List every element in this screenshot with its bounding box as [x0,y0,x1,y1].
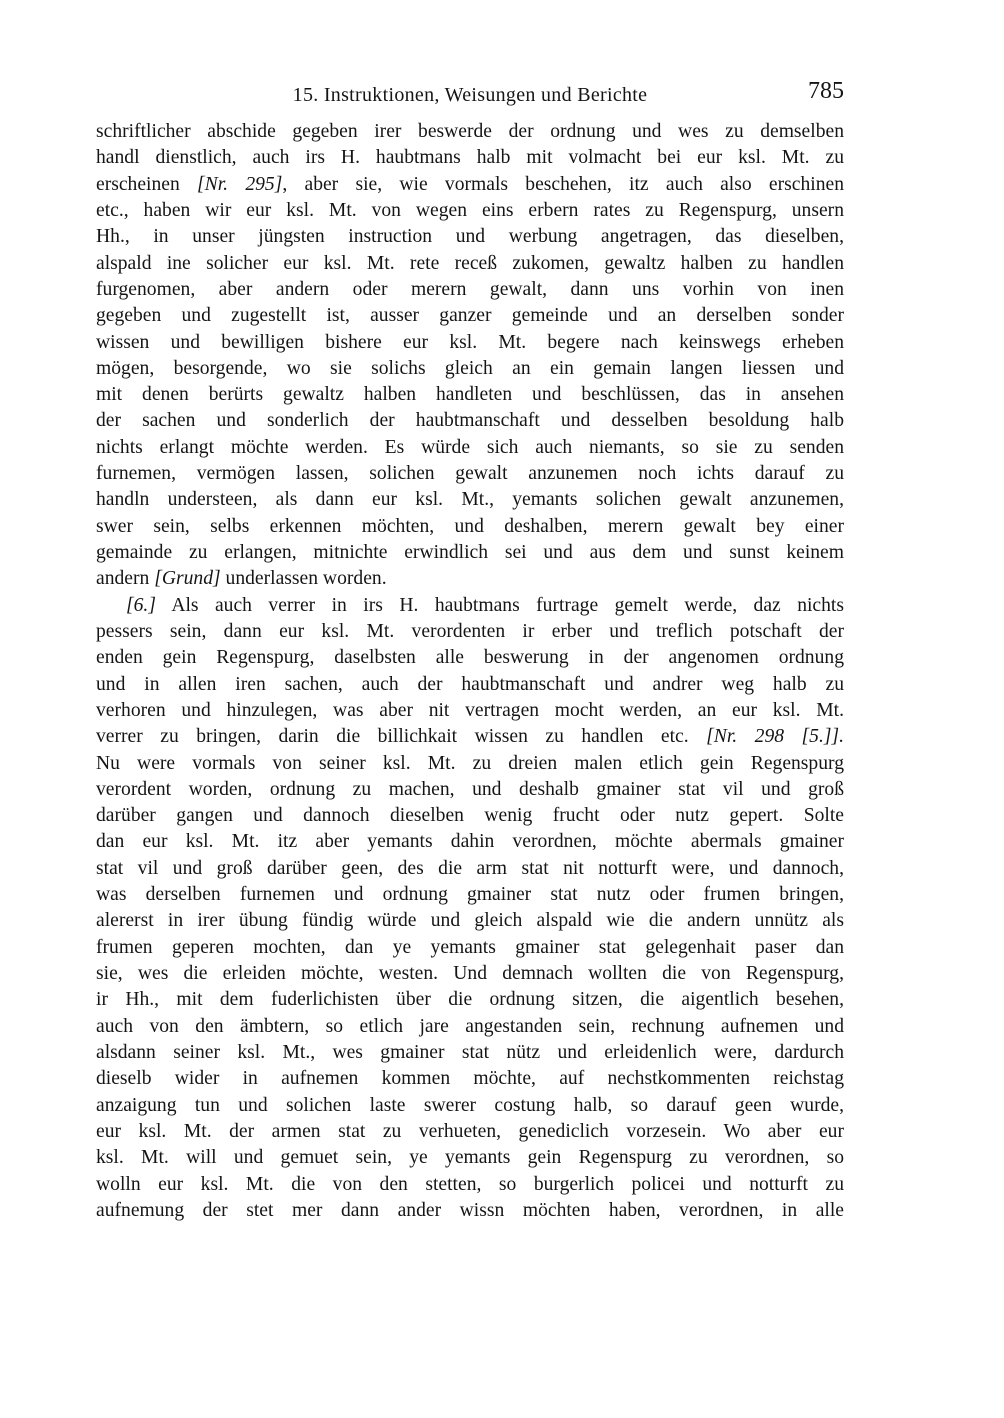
text-line: alererst in irer übung fündig würde und gleich alspald wie die andern unnütz als [96,910,844,932]
text-line: gemainde zu erlangen, mitnichte erwindlich sei und aus dem und sunst keinem [96,542,844,563]
text-line: verordent worden, ordnung zu machen, und deshalb gmainer stat vil und groß [96,778,844,800]
text-line: stat vil und groß darüber geen, des die arm stat nit notturft were, und dannoch, [96,857,844,879]
text-line: enden gein Regenspurg, daselbsten alle beswerung in der angenomen ordnung [96,647,844,669]
text-line: ksl. Mt. will und gemuet sein, ye yemants gein Regenspurg zu verordnen, so [96,1147,844,1169]
text-line: und in allen iren sachen, auch der haubtmanschaft und andrer weg halb zu [96,673,844,695]
text-line: schriftlicher abschide gegeben irer beswerde der ordnung und wes zu demselben [96,121,844,142]
paragraph [96,593,844,1225]
text-line: darüber gangen und dannoch dieselben wenig frucht oder nutz gepert. Solte [96,805,844,827]
text-line: dan eur ksl. Mt. itz aber yemants dahin verordnen, möchte abermals gmainer [96,831,844,853]
text-line: verrer zu bringen, darin die billichkait wissen zu handlen etc. [Nr. 298 [5.]]. [96,726,844,748]
text-line: verhoren und hinzulegen, was aber nit vertragen mocht werden, an eur ksl. Mt. [96,699,844,721]
text-line: handln understeen, als dann eur ksl. Mt., yemants solichen gewalt anzunemen, [96,489,844,511]
text-column [96,78,844,1224]
text-line: ir Hh., mit dem fuderlichisten über die ordnung sitzen, die aigentlich besehen, [96,989,844,1011]
text-line: aufnemung der stet mer dann ander wissn möchten haben, verordnen, in alle [96,1199,844,1221]
text-line: mit denen berürts gewaltz halben handleten und beschlüssen, das in ansehen [96,384,844,406]
editorial-insertion: [Grund] [154,568,221,590]
running-head: 15. Instruktionen, Weisungen und Berichte [292,84,648,106]
editorial-insertion: [Nr. 298 [5.]]. [706,726,844,748]
text-line: handl dienstlich, auch irs H. haubtmans halb mit volmacht bei eur ksl. Mt. zu [96,147,844,169]
text-line: eur ksl. Mt. der armen stat zu verhueten, genediclich vorzesein. Wo aber eur [96,1120,844,1142]
text-line: wolln eur ksl. Mt. die von den stetten, so burgerlich policei und notturft zu [96,1173,844,1195]
text-line: Nu were vormals von seiner ksl. Mt. zu dreien malen etlich gein Regenspurg [96,752,844,774]
text-line: Hh., in unser jüngsten instruction und werbung angetragen, das dieselben, [96,226,844,248]
text-line: auch von den ämbtern, so etlich jare angestanden sein, rechnung aufnemen und [96,1015,844,1037]
text-line: swer sein, selbs erkennen möchten, und deshalben, merern gewalt bey einer [96,515,844,537]
text-line: alsdann seiner ksl. Mt., wes gmainer stat nütz und erleidenlich were, dardurch [96,1041,844,1063]
text-line: frumen geperen mochten, dan ye yemants gmainer stat gelegenhait paser dan [96,936,844,958]
text-line: der sachen und sonderlich der haubtmanschaft und desselben besoldung halb [96,410,844,432]
text-line: wissen und bewilligen bishere eur ksl. Mt. begere nach keinswegs erheben [96,331,844,353]
text-line: anzaigung tun und solichen laste swerer costung halb, so darauf geen wurde, [96,1094,844,1116]
text-line: erscheinen [Nr. 295], aber sie, wie vormals beschehen, itz auch also erschinen [96,173,844,195]
editorial-insertion: [6.] [126,594,156,616]
body-text [96,119,844,1224]
text-line: etc., haben wir eur ksl. Mt. von wegen eins erbern rates zu Regenspurg, unsern [96,199,844,221]
text-line: furnemen, vermögen lassen, solichen gewalt anzunemen noch ichts darauf zu [96,463,844,485]
text-line: andern [Grund] underlassen worden. [96,568,387,590]
text-line: pessers sein, dann eur ksl. Mt. verordenten ir erber und treflich potschaft der [96,620,844,642]
text-line: furgenomen, aber andern oder merern gewalt, dann uns vorhin von inen [96,278,844,300]
editorial-insertion: [Nr. 295] [197,173,283,195]
text-line: [6.] Als auch verrer in irs H. haubtmans furtrage gemelt werde, daz nichts [126,594,844,616]
text-line: nichts erlangt möchte werden. Es würde sich auch niemants, so sie zu senden [96,436,844,458]
text-line: dieselb wider in aufnemen kommen möchte, auf nechstkommenten reichstag [96,1068,844,1090]
paragraph [96,119,844,593]
text-line: mögen, besorgende, wo sie solichs gleich an ein gemain langen liessen und [96,357,844,379]
page-header [96,78,844,108]
text-line: was derselben furnemen und ordnung gmainer stat nutz oder frumen bringen, [96,884,844,906]
text-line: gegeben und zugestellt ist, ausser ganzer gemeinde und an derselben sonder [96,305,844,327]
page-number: 785 [808,78,844,104]
text-line: sie, wes die erleiden möchte, westen. Und demnach wollten die von Regenspurg, [96,963,844,984]
text-line: alspald ine solicher eur ksl. Mt. rete receß zukomen, gewaltz halben zu handlen [96,252,844,274]
